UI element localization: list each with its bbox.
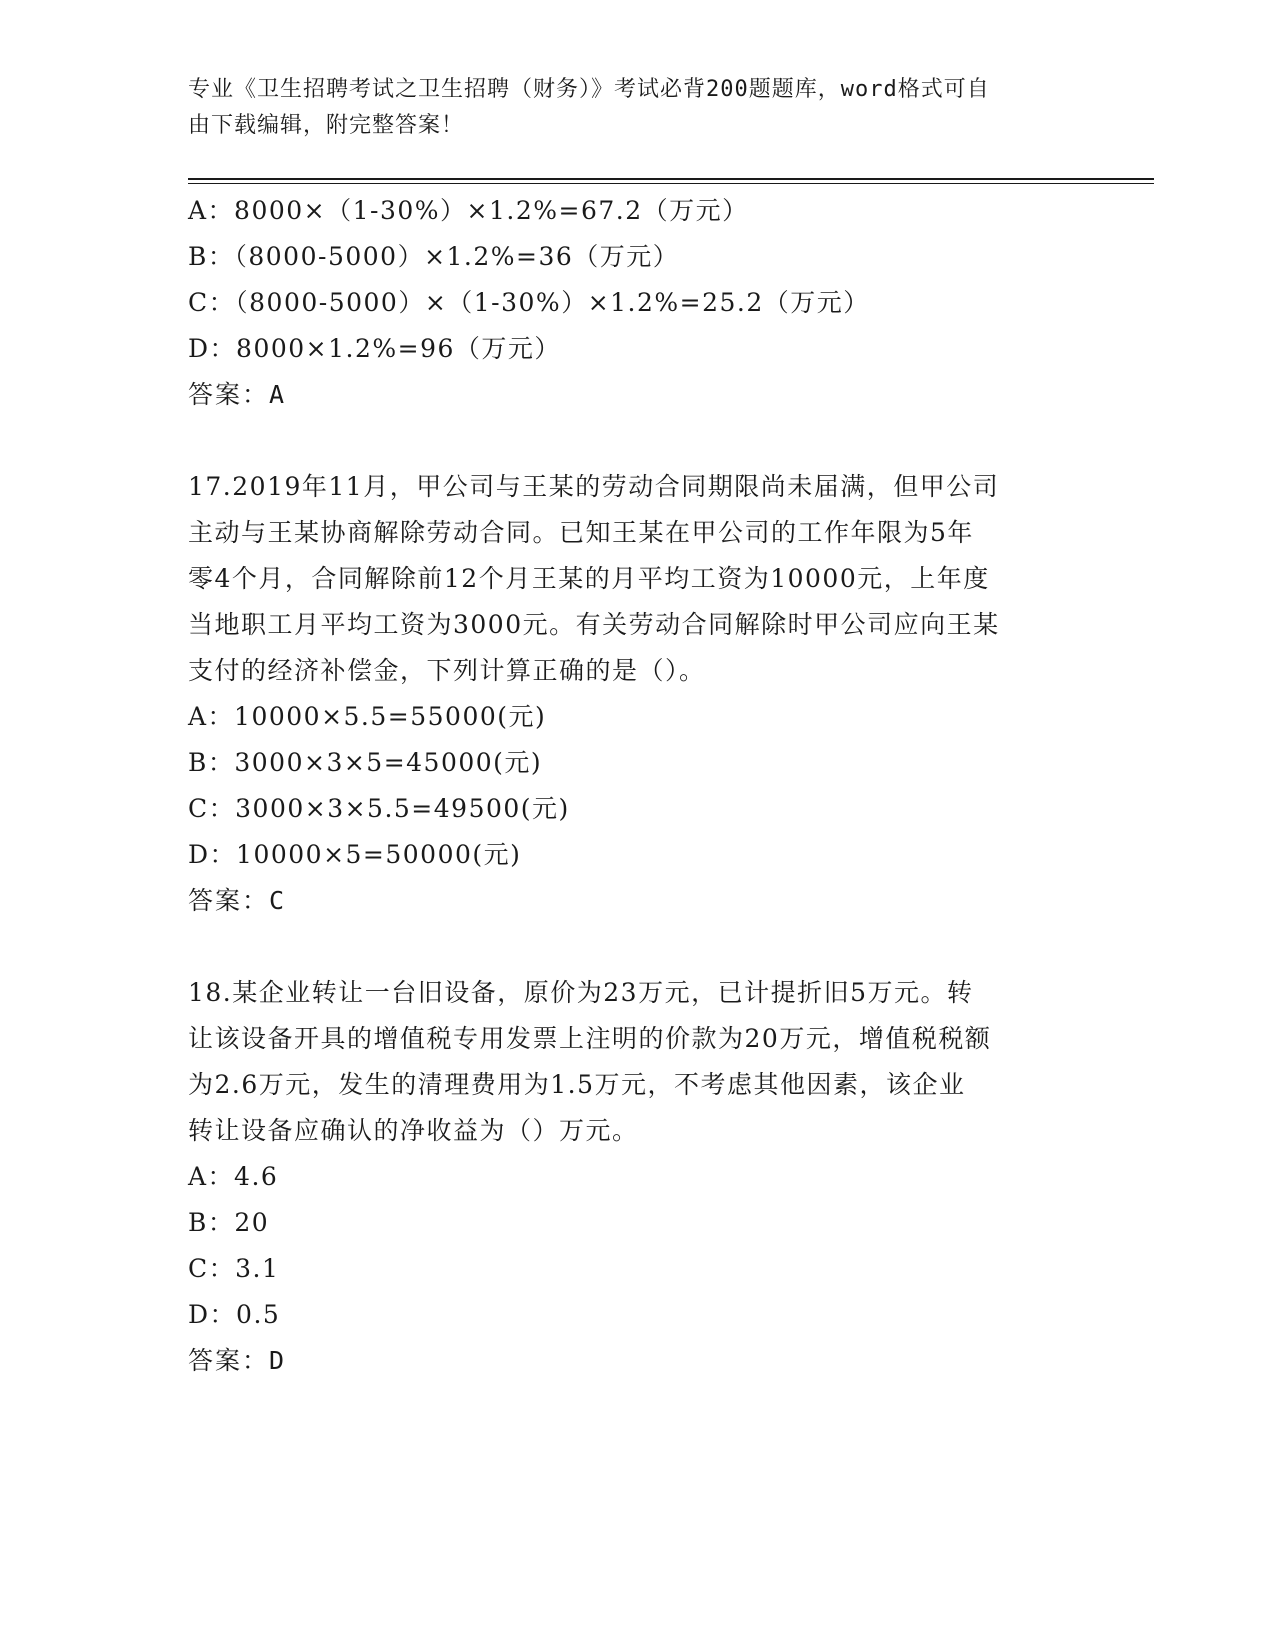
option-b: B：（8000-5000）×1.2%=36（万元） — [188, 242, 680, 271]
document-header — [188, 72, 1068, 144]
option-d: D：10000×5=50000(元) — [188, 840, 522, 869]
question-16 — [188, 188, 1088, 418]
question-stem-line: 主动与王某协商解除劳动合同。已知王某在甲公司的工作年限为5年 — [188, 518, 974, 547]
header-rule-thick — [188, 178, 1154, 180]
question-stem-line: 18.某企业转让一台旧设备，原价为23万元，已计提折旧5万元。转 — [188, 978, 974, 1007]
answer-line: 答案：A — [188, 380, 287, 409]
option-a: A：10000×5.5=55000(元) — [188, 702, 547, 731]
option-b: B：20 — [188, 1208, 270, 1237]
option-c: C：3.1 — [188, 1254, 280, 1283]
question-stem-line: 为2.6万元，发生的清理费用为1.5万元，不考虑其他因素，该企业 — [188, 1070, 966, 1099]
header-line-1: 专业《卫生招聘考试之卫生招聘（财务）》考试必背200题题库，word格式可自 — [188, 77, 990, 102]
option-d: D：8000×1.2%=96（万元） — [188, 334, 561, 363]
question-stem-line: 转让设备应确认的净收益为（）万元。 — [188, 1116, 639, 1145]
spacer — [188, 924, 1088, 970]
question-stem-line: 17.2019年11月，甲公司与王某的劳动合同期限尚未届满，但甲公司 — [188, 472, 1000, 501]
answer-line: 答案：C — [188, 886, 287, 915]
spacer — [188, 418, 1088, 464]
question-stem-line: 当地职工月平均工资为3000元。有关劳动合同解除时甲公司应向王某 — [188, 610, 1000, 639]
option-c: C：（8000-5000）×（1-30%）×1.2%=25.2（万元） — [188, 288, 870, 317]
option-a: A：4.6 — [188, 1162, 279, 1191]
question-18 — [188, 970, 1088, 1384]
question-stem-line: 零4个月，合同解除前12个月王某的月平均工资为10000元，上年度 — [188, 564, 990, 593]
question-content — [188, 188, 1088, 1384]
answer-line: 答案：D — [188, 1346, 287, 1375]
option-d: D：0.5 — [188, 1300, 281, 1329]
question-stem-line: 让该设备开具的增值税专用发票上注明的价款为20万元，增值税税额 — [188, 1024, 992, 1053]
header-rule-thin — [188, 183, 1154, 184]
question-stem-line: 支付的经济补偿金，下列计算正确的是（）。 — [188, 656, 706, 685]
header-line-2: 由下载编辑，附完整答案！ — [188, 113, 465, 138]
option-c: C：3000×3×5.5=49500(元) — [188, 794, 570, 823]
option-b: B：3000×3×5=45000(元) — [188, 748, 543, 777]
option-a: A：8000×（1-30%）×1.2%=67.2（万元） — [188, 196, 749, 225]
question-17 — [188, 464, 1088, 924]
